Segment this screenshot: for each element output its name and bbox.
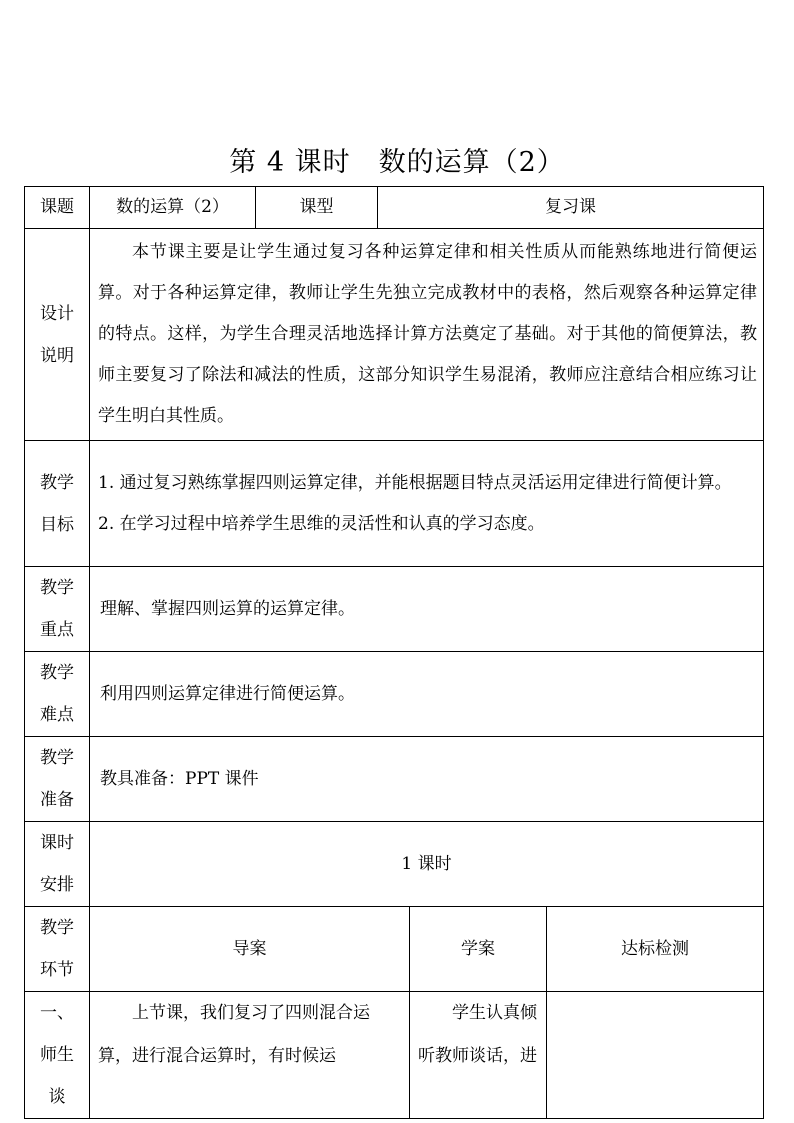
goal-item: 1. 通过复习熟练掌握四则运算定律，并能根据题目特点灵活运用定律进行简便计算。 (98, 472, 732, 493)
lesson-plan-table (24, 186, 764, 1119)
design-label: 设计说明 (40, 303, 74, 366)
topic-label: 课题 (25, 187, 90, 229)
key-label: 教学重点 (40, 578, 74, 640)
key-text: 理解、掌握四则运算的运算定律。 (90, 567, 764, 652)
stage1-check (547, 992, 764, 1119)
prep-text: 教具准备：PPT 课件 (90, 737, 764, 822)
difficulty-label: 教学难点 (40, 663, 74, 725)
stages-label: 教学环节 (40, 918, 74, 980)
difficulty-text: 利用四则运算定律进行简便运算。 (90, 652, 764, 737)
prep-label: 教学准备 (40, 748, 74, 810)
row-stages (25, 907, 764, 992)
row-key (25, 567, 764, 652)
page-title: 第 4 课时 数的运算（2） (229, 147, 565, 178)
goals-label: 教学目标 (40, 472, 74, 535)
goal-item: 2. 在学习过程中培养学生思维的灵活性和认真的学习态度。 (98, 513, 545, 534)
row-difficulty (25, 652, 764, 737)
check-column-header: 达标检测 (547, 907, 764, 992)
schedule-text: 1 课时 (90, 822, 764, 907)
topic-value: 数的运算（2） (90, 187, 256, 229)
row-design (25, 229, 764, 441)
study-column-header: 学案 (410, 907, 547, 992)
stage1-label: 一、师生谈 (40, 1003, 74, 1107)
row-stage1 (25, 992, 764, 1119)
design-text: 本节课主要是让学生通过复习各种运算定律和相关性质从而能熟练地进行简便运算。对于各种运算定律，教师让学生先独立完成教材中的表格，然后观察各种运算定律的特点。这样，为学生合理灵活地选择计算方法奠定了基础。对于其他的简便算法，教师主要复习了除法和减法的性质，这部分知识学生易混淆，教师应注意结合相应练习让学生明白其性质。 (98, 242, 758, 426)
row-prep (25, 737, 764, 822)
type-label: 课型 (256, 187, 378, 229)
schedule-label: 课时安排 (40, 833, 74, 895)
type-value: 复习课 (378, 187, 764, 229)
stage1-guide: 上节课，我们复习了四则混合运算，进行混合运算时，有时候运 (98, 1003, 370, 1066)
row-goals (25, 441, 764, 567)
stage1-study: 学生认真倾听教师谈话，进 (418, 1003, 537, 1066)
guide-column-header: 导案 (90, 907, 410, 992)
row-schedule (25, 822, 764, 907)
row-header (25, 187, 764, 229)
